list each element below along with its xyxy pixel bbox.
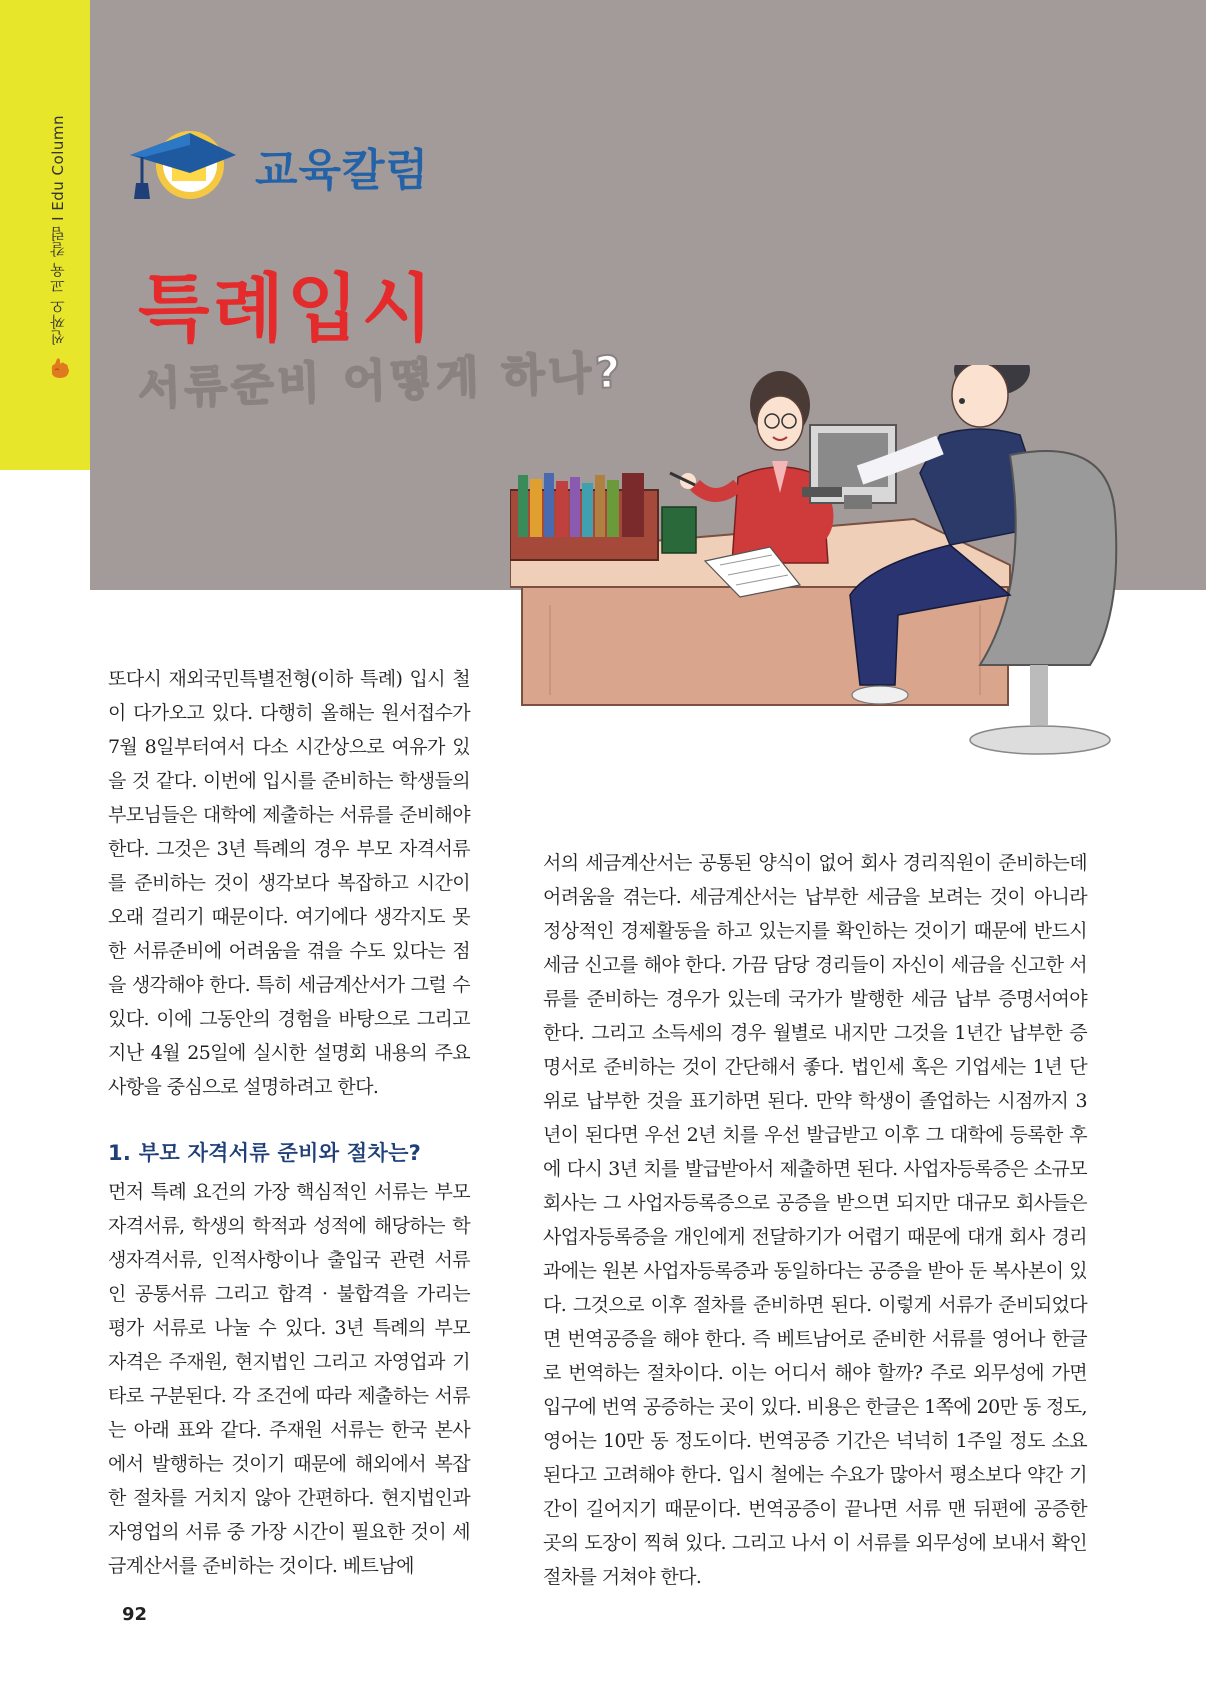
article-section-body bbox=[108, 1175, 470, 1583]
intro-paragraph: 또다시 재외국민특별전형(이하 특례) 입시 철이 다가오고 있다. 다행히 올해는 원서접수가 7월 8일부터여서 다소 시간상으로 여유가 있을 것 같다. 이번에 입시를 준비하는 학생들의 부모님들은 대학에 제출하는 서류를 준비해야 한다. 그것은 3년 특례의 경우 부모 자격서류를 준비하는 것이 생각보다 복잡하고 시간이 오래 걸리기 때문이다. 여기에다 생각지도 못한 서류준비에 어려움을 겪을 수도 있다는 점을 생각해야 한다. 특히 세금계산서가 그럴 수 있다. 이에 그동안의 경험을 바탕으로 그리고 지난 4월 25일에 실시한 설명회 내용의 주요사항을 중심으로 설명하려고 한다. bbox=[108, 668, 470, 1098]
continued-paragraph: 서의 세금계산서는 공통된 양식이 없어 회사 경리직원이 준비하는데 어려움을 겪는다. 세금계산서는 납부한 세금을 보려는 것이 아니라 정상적인 경제활동을 하고 있는지를 확인하는 것이기 때문에 반드시 세금 신고를 해야 한다. 가끔 담당 경리들이 자신이 세금을 신고한 서류를 준비하는 경우가 있는데 국가가 발행한 세금 납부 증명서여야 한다. 그리고 소득세의 경우 월별로 내지만 그것을 1년간 납부한 증명서로 준비하는 것이 간단해서 좋다. 법인세 혹은 기업세는 1년 단위로 납부한 것을 표기하면 된다. 만약 학생이 졸업하는 시점까지 3년이 된다면 우선 2년 치를 우선 발급받고 이후 그 대학에 등록한 후에 다시 3년 치를 발급받아서 제출하면 된다. 사업자등록증은 소규모 회사는 그 사업자등록증으로 공증을 받으면 되지만 대규모 회사들은 사업자등록증을 개인에게 전달하기가 어렵기 때문에 대개 회사 경리과에는 원본 사업자등록증과 동일하다는 공증을 받아 둔 복사본이 있다. 그것으로 이후 절차를 준비하면 된다. 이렇게 서류가 준비되었다면 번역공증을 해야 한다. 즉 베트남어로 준비한 서류를 영어나 한글로 번역하는 절차이다. 이는 어디서 해야 할까? 주로 외무성에 가면 입구에 번역 공증하는 곳이 있다. 비용은 한글은 1쪽에 20만 동 정도, 영어는 10만 동 정도이다. 번역공증 기간은 넉넉히 1주일 정도 소요된다고 고려해야 한다. 입시 철에는 수요가 많아서 평소보다 약간 기간이 길어지기 때문이다. 번역공증이 끝나면 서류 맨 뒤편에 공증한 곳의 도장이 찍혀 있다. 그리고 나서 이 서류를 외무성에 보내서 확인 절차를 거쳐야 한다. bbox=[543, 852, 1087, 1588]
page-title: 특례입시 bbox=[138, 266, 436, 352]
page-subtitle: 서류준비 어떻게 하나? bbox=[137, 347, 626, 415]
section-paragraph: 먼저 특례 요건의 가장 핵심적인 서류는 부모 자격서류, 학생의 학적과 성적에 해당하는 학생자격서류, 인적사항이나 출입국 관련 서류인 공통서류 그리고 합격 · 불합격을 가리는 평가 서류로 나눌 수 있다. 3년 특례의 부모 자격은 주재원, 현지법인 그리고 자영업과 기타로 구분된다. 각 조건에 따라 제출하는 서류는 아래 표와 같다. 주재원 서류는 한국 본사에서 발행하는 것이기 때문에 해외에서 복잡한 절차를 거치지 않아 간편하다. 현지법인과 자영업의 서류 중 가장 시간이 필요한 것이 세금계산서를 준비하는 것이다. 베트남에 bbox=[108, 1181, 470, 1577]
side-tab bbox=[0, 0, 90, 470]
side-tab-label: 씬짜오 교육 칼럼 I Edu Column bbox=[49, 115, 67, 346]
page-number: 92 bbox=[122, 1604, 148, 1625]
article-continued bbox=[543, 846, 1087, 1594]
column-label: 교육칼럼 bbox=[255, 145, 430, 196]
office-counter-illustration bbox=[510, 365, 1130, 760]
section-heading: 1. 부모 자격서류 준비와 절차는? bbox=[108, 1141, 422, 1165]
article-intro bbox=[108, 662, 470, 1104]
hand-icon bbox=[49, 356, 71, 380]
graduation-cap-icon bbox=[128, 125, 238, 205]
